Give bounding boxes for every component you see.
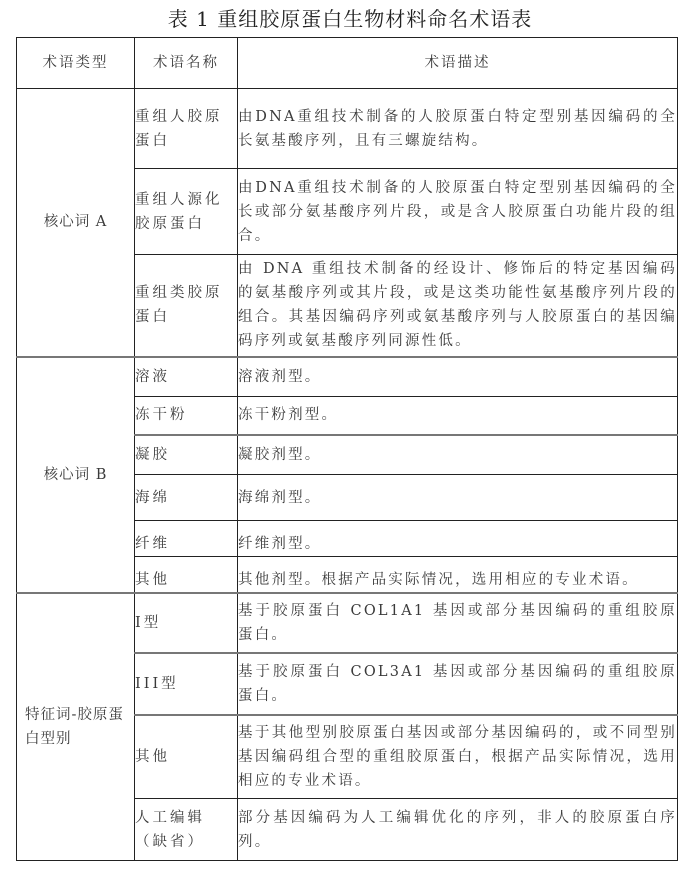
term-description: 冻干粉剂型。 xyxy=(238,397,678,435)
table-row xyxy=(17,357,678,397)
table-row xyxy=(17,593,678,653)
term-name: 重组人胶原蛋白 xyxy=(135,89,238,169)
term-name: 其他 xyxy=(135,557,238,593)
term-name: 冻干粉 xyxy=(135,397,238,435)
group-type-core-a: 核心词 A xyxy=(17,89,135,357)
header-term-type: 术语类型 xyxy=(17,38,135,89)
term-name: 重组人源化胶原蛋白 xyxy=(135,169,238,255)
header-term-name: 术语名称 xyxy=(135,38,238,89)
term-description: 纤维剂型。 xyxy=(238,521,678,557)
table-row xyxy=(17,89,678,169)
term-name: III型 xyxy=(135,653,238,715)
term-name: 纤维 xyxy=(135,521,238,557)
term-name: 其他 xyxy=(135,715,238,799)
terminology-table xyxy=(16,37,678,861)
term-name: I型 xyxy=(135,593,238,653)
group-type-feature-collagen: 特征词-胶原蛋白型别 xyxy=(17,593,135,861)
term-name: 溶液 xyxy=(135,357,238,397)
term-name: 重组类胶原蛋白 xyxy=(135,255,238,357)
group-type-core-b: 核心词 B xyxy=(17,357,135,593)
term-description: 由 DNA 重组技术制备的经设计、修饰后的特定基因编码的氨基酸序列或其片段，或是这类功能性氨基酸序列片段的组合。其基因编码序列或氨基酸序列与人胶原蛋白的基因编码序列或氨基酸序列同源性低。 xyxy=(238,255,678,357)
term-description: 溶液剂型。 xyxy=(238,357,678,397)
term-name: 海绵 xyxy=(135,475,238,521)
term-description: 由DNA重组技术制备的人胶原蛋白特定型别基因编码的全长或部分氨基酸序列片段，或是含人胶原蛋白功能片段的组合。 xyxy=(238,169,678,255)
header-term-description: 术语描述 xyxy=(238,38,678,89)
term-description: 其他剂型。根据产品实际情况，选用相应的专业术语。 xyxy=(238,557,678,593)
term-description: 凝胶剂型。 xyxy=(238,435,678,475)
term-description: 由DNA重组技术制备的人胶原蛋白特定型别基因编码的全长氨基酸序列，且有三螺旋结构。 xyxy=(238,89,678,169)
term-description: 海绵剂型。 xyxy=(238,475,678,521)
header-row xyxy=(17,38,678,89)
term-description: 部分基因编码为人工编辑优化的序列，非人的胶原蛋白序列。 xyxy=(238,799,678,861)
term-description: 基于胶原蛋白 COL3A1 基因或部分基因编码的重组胶原蛋白。 xyxy=(238,653,678,715)
term-description: 基于胶原蛋白 COL1A1 基因或部分基因编码的重组胶原蛋白。 xyxy=(238,593,678,653)
term-description: 基于其他型别胶原蛋白基因或部分基因编码的，或不同型别基因编码组合型的重组胶原蛋白，根据产品实际情况，选用相应的专业术语。 xyxy=(238,715,678,799)
term-name: 人工编辑（缺省） xyxy=(135,799,238,861)
table-title: 表 1 重组胶原蛋白生物材料命名术语表 xyxy=(167,7,533,31)
term-name: 凝胶 xyxy=(135,435,238,475)
